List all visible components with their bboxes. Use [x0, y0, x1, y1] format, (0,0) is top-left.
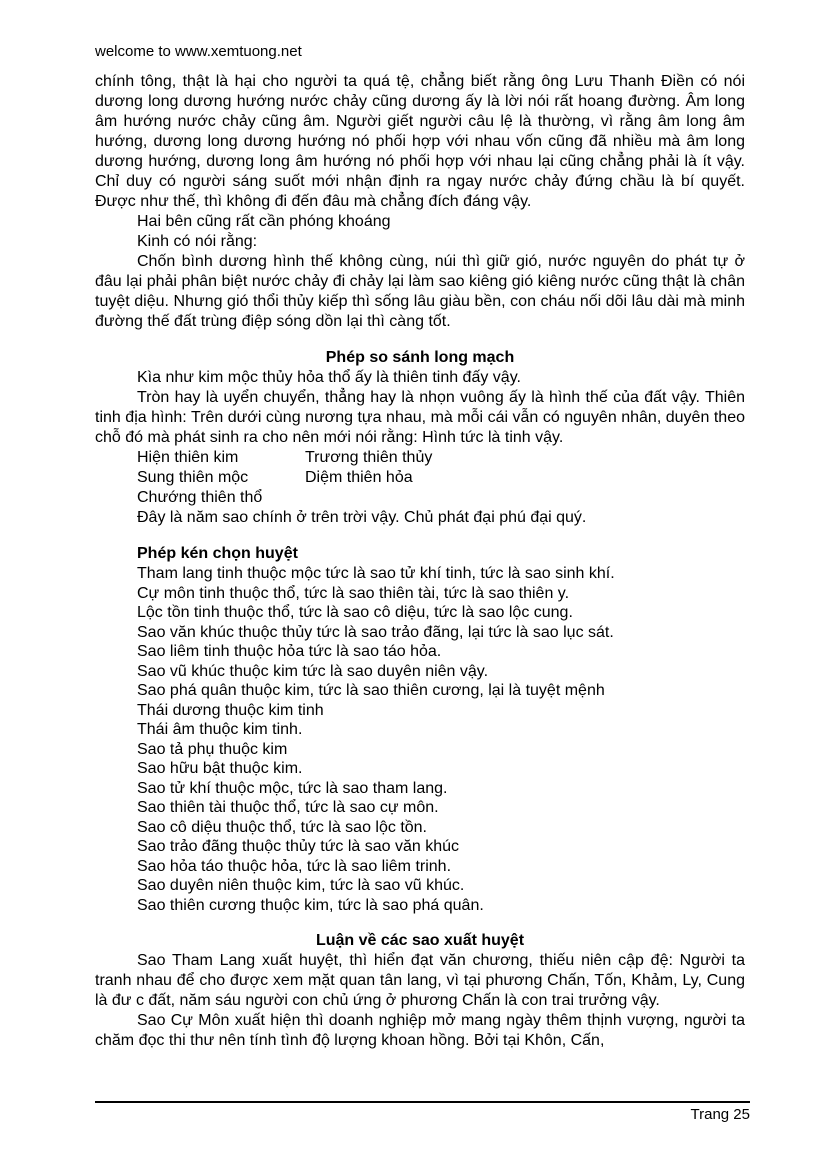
site-header-text: welcome to www.xemtuong.net — [95, 43, 302, 60]
list-item: Sao cô diệu thuộc thổ, tức là sao lộc tồn. — [137, 818, 427, 836]
star-table-row — [137, 468, 745, 488]
paragraph-chon-binh-duong: Chốn bình dương hình thế không cùng, núi thì giữ gió, nước nguyên do phát tự ở đâu lại phải phân biệt nước chảy đi chảy lại làm sao kiêng gió kiêng nước cũng thật là chân tuyệt diệu. Nhưng gió thổi thủy kiếp thì sống lâu giàu bền, con cháu nối dõi lâu dài mà minh đường thế đất trùng điệp sóng dồn lại thì càng tốt. — [95, 253, 745, 330]
heading-phep-so-sanh-long-mach: Phép so sánh long mạch — [325, 349, 515, 366]
list-item: Sao hỏa táo thuộc hỏa, tức là sao liêm trinh. — [137, 857, 452, 875]
list-item: Sao tử khí thuộc mộc, tức là sao tham lang. — [137, 779, 448, 797]
list-item: Sao hữu bật thuộc kim. — [137, 760, 303, 777]
list-item: Sao thiên cương thuộc kim, tức là sao phá quân. — [137, 896, 484, 914]
paragraph-intro: chính tông, thật là hại cho người ta quá tệ, chẳng biết rằng ông Lưu Thanh Điền có nói dương long dương hướng nước chảy cũng dương ấy là lời nói rất hoang đường. Âm long âm hướng nước chảy cũng âm. Người giết người câu lệ là thường, vì rằng âm long âm hướng, dương long dương hướng nó phối hợp với nhau vốn cũng đã nhiều mà âm long dương hướng, dương long âm hướng nó phối hợp với nhau lại cũng chẳng phải là ít vậy. Chỉ duy có người sáng suốt mới nhận định ra ngay nước chảy đứng chầu là bí quyết. Được như thế, thì không đi đến đâu mà chẳng đích đáng vậy. — [95, 73, 745, 210]
line-hai-ben: Hai bên cũng rất cần phóng khoáng — [137, 213, 391, 230]
footer-divider — [95, 1101, 750, 1125]
star-cell: Hiện thiên kim — [137, 449, 239, 466]
list-item: Sao vũ khúc thuộc kim tức là sao duyên niên vậy. — [137, 662, 489, 680]
list-item: Thái dương thuộc kim tinh — [137, 701, 324, 719]
list-item: Sao trảo đãng thuộc thủy tức là sao văn khúc — [137, 838, 460, 855]
heading-luan-ve-cac-sao-xuat-huyet: Luận về các sao xuất huyệt — [315, 932, 525, 949]
star-cell: Diệm thiên hỏa — [305, 469, 413, 486]
line-nam-sao: Đây là năm sao chính ở trên trời vậy. Chủ phát đại phú đại quý. — [137, 509, 587, 526]
star-table-row — [137, 488, 745, 508]
list-item: Sao duyên niên thuộc kim, tức là sao vũ khúc. — [137, 877, 465, 894]
list-item: Thái âm thuộc kim tinh. — [137, 721, 303, 738]
list-item: Sao thiên tài thuộc thổ, tức là sao cự môn. — [137, 799, 439, 816]
star-name-table — [95, 448, 745, 508]
star-cell: Chướng thiên thổ — [137, 489, 263, 506]
star-cell: Sung thiên mộc — [137, 469, 249, 486]
page-number: Trang 25 — [690, 1106, 750, 1123]
star-cell: Trương thiên thủy — [305, 449, 433, 466]
list-item: Sao tả phụ thuộc kim — [137, 740, 288, 758]
list-item: Tham lang tinh thuộc mộc tức là sao tử khí tinh, tức là sao sinh khí. — [137, 565, 615, 582]
list-item: Sao phá quân thuộc kim, tức là sao thiên cương, lại là tuyệt mệnh — [137, 682, 605, 699]
paragraph-kia-nhu: Kìa như kim mộc thủy hỏa thổ ấy là thiên tinh đấy vậy. — [137, 369, 521, 386]
list-item: Sao văn khúc thuộc thủy tức là sao trảo đãng, lại tức là sao lục sát. — [137, 623, 614, 641]
star-attribute-list — [95, 564, 745, 915]
paragraph-sao-tham-lang: Sao Tham Lang xuất huyệt, thì hiển đạt văn chương, thiếu niên cập đệ: Người ta tranh nhau để cho được xem mặt quan tân lang, vì tại phương Chấn, Tốn, Khảm, Ly, Cung là đư c đất, năm sáu người con chủ ứng ở phương Chấn là con trai trưởng vậy. — [95, 952, 745, 1009]
list-item: Cự môn tinh thuộc thổ, tức là sao thiên tài, tức là sao thiên y. — [137, 584, 570, 602]
paragraph-sao-cu-mon: Sao Cự Môn xuất hiện thì doanh nghiệp mở mang ngày thêm thịnh vượng, người ta chăm đọc thi thư nên tính tình độ lượng khoan hồng. Bởi tại Khôn, Cấn, — [95, 1012, 745, 1049]
list-item: Lộc tồn tinh thuộc thổ, tức là sao cô diệu, tức là sao lộc cung. — [137, 604, 573, 621]
list-item: Sao liêm tinh thuộc hỏa tức là sao táo hỏa. — [137, 643, 442, 660]
paragraph-tron-hay: Tròn hay là uyển chuyển, thẳng hay là nhọn vuông ấy là hình thế của đất vậy. Thiên tinh địa hình: Trên dưới cùng nương tựa nhau, mà mỗi cái vẫn có nguyên nhân, duyên theo chỗ đó mà phát sinh ra cho nên mới nói rằng: Hình tức là tinh vậy. — [95, 389, 745, 446]
star-table-row — [137, 448, 745, 468]
heading-phep-ken-chon-huyet: Phép kén chọn huyệt — [137, 545, 298, 562]
line-kinh-noi: Kinh có nói rằng: — [137, 233, 258, 250]
